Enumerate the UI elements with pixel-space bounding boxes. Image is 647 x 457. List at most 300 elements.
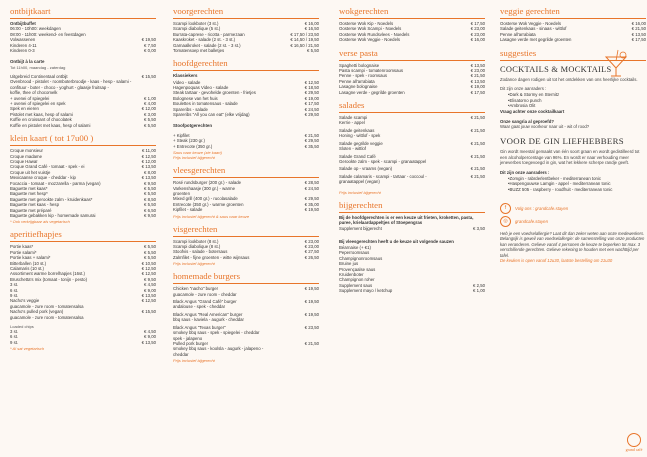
- menu-item-name: Gerookte zalm - spek - scampi - granaatappel: [339, 158, 427, 164]
- menu-item-price: € 21,50: [470, 127, 485, 133]
- menu-item-name: Salade Grand Café: [339, 153, 376, 159]
- menu-item-name: Champignon roher: [339, 277, 375, 283]
- menu-item-name: groenten: [173, 191, 190, 196]
- menu-item-name: Supplement bijgerecht: [339, 225, 382, 231]
- menu-item-name: koffie, thee of chocomelk: [10, 90, 58, 96]
- menu-item-name: Salade geitenkaas - sinaas - wittlof: [500, 26, 567, 32]
- menu-item-name: Spek en eieren: [10, 106, 39, 112]
- menu-item-price: € 29,50: [304, 111, 319, 117]
- menu-item-name: Penne - spek - roomsaus: [339, 73, 388, 79]
- cocktail-glass-icon: [603, 48, 629, 78]
- hoofd-section: [173, 58, 319, 160]
- menu-item-price: € 12,00: [141, 106, 156, 112]
- menu-item-name: Black Angus "Grand Café" burger: [173, 299, 237, 305]
- menu-item-price: € 23,00: [470, 26, 485, 32]
- menu-item-row: [173, 112, 319, 117]
- voor-section: [173, 6, 319, 53]
- menu-item-name: Kipfilet - salade: [173, 207, 203, 213]
- menu-item-name: Supplement saus: [339, 282, 373, 288]
- menu-item-name: Calamaris (10 st.): [10, 266, 44, 271]
- menu-item-name: Baguette met kaas*: [10, 185, 48, 191]
- menu-item-price: € 19,50: [304, 311, 319, 317]
- menu-item-name: Chicken "nacho" burger: [173, 286, 219, 292]
- pasta-list: [339, 63, 485, 95]
- klein-list: [10, 148, 156, 218]
- menu-item-name: Portie salami*: [10, 249, 37, 255]
- menu-item-name: + ovenei of spiegelei: [10, 95, 50, 101]
- menu-item-price: € 21,50: [470, 173, 485, 179]
- menu-item-name: Croque uit het vuistje: [10, 169, 51, 175]
- menu-item-price: € 28,50: [304, 180, 319, 186]
- menu-item-name: Salade calamaris - scampi - tartaar - coccoul -: [339, 173, 427, 179]
- menu-item-name: Champignonroomsaus: [339, 255, 383, 261]
- menu-item-name: spek - jalapeno: [173, 335, 203, 341]
- menu-item-name: 3 st.: [10, 329, 19, 335]
- instagram-icon: ◎: [500, 216, 511, 227]
- menu-item-row: [339, 90, 485, 95]
- menu-item-price: € 16,50: [304, 26, 319, 32]
- menu-item-name: Scampi lookboter (3 st.): [173, 21, 219, 26]
- menu-item-row: [173, 207, 319, 212]
- menu-item-name: Assortiment warme borrelhapjes (16st.): [10, 271, 85, 277]
- menu-item-price: € 27,50: [304, 249, 319, 255]
- menu-item-price: € 12,50: [141, 266, 156, 271]
- menu-item-price: € 21,50: [470, 115, 485, 121]
- section-title-suggesties: suggesties: [500, 48, 646, 61]
- footer-notes: [500, 231, 646, 264]
- veggie-list: [500, 21, 646, 43]
- wok-section: [339, 6, 485, 43]
- menu-item-price: € 18,50: [304, 84, 319, 90]
- menu-item-row: [10, 48, 156, 53]
- menu-item-price: € 21,50: [470, 166, 485, 172]
- menu-item-name: Kerrie - appel: [339, 120, 365, 126]
- menu-item-price: € 21,50: [470, 73, 485, 79]
- section-title-aperitief: aperitiefhapjes: [10, 229, 156, 242]
- social-facebook[interactable]: [500, 203, 646, 214]
- footer-info: Belangrijk is geweil van voedselallergie: de samenstelling van onze producten kan veranderen. Gelieve vanaf 4 personen de keuze te beperken tot max. 3 verschillende gerechten. Gelieve rekening te houden met een wachttijd per tafel.: [500, 236, 645, 258]
- menu-item-name: bbq saus - kaviela - augurk - cheddar: [173, 317, 244, 323]
- section-title-hoofd: hoofdgerechten: [173, 58, 319, 71]
- menu-item-price: € 5,50: [144, 244, 156, 250]
- sauzen-list: [339, 245, 485, 294]
- menu-item-row: [339, 226, 485, 231]
- section-title-vis: visgerechten: [173, 224, 319, 237]
- burgers-note: Prijs inclusief bijgerecht: [173, 358, 215, 364]
- menu-item-name: Kinderen 4-11: [10, 42, 37, 48]
- menu-item-name: Lasagne verde met gegrilde groenten: [500, 37, 572, 43]
- section-title-burgers: homemade burgers: [173, 271, 319, 284]
- stoofpot-list: [173, 133, 319, 149]
- menu-item-name: Kruidenboter: [339, 272, 364, 278]
- menu-item-name: Zalmfilet - fijne groenten - witte wijnsaus: [173, 254, 250, 260]
- menu-item-name: guacamole - zure room - tomatensalsa: [10, 314, 84, 320]
- menu-item-price: € 19,00: [304, 95, 319, 101]
- menu-item-name: + Entrecote (350 gr.): [173, 143, 213, 149]
- menu-item-price: € 13,50: [470, 62, 485, 68]
- menu-item-name: Pulled pork burger: [173, 340, 209, 346]
- menu-item-price: € 13,50: [141, 339, 156, 345]
- section-title-veggie: veggie gerechten: [500, 6, 646, 19]
- menu-item-price: € 12,50: [304, 79, 319, 85]
- menu-item-row: [173, 352, 319, 357]
- menu-item-price: € 13,50: [141, 293, 156, 299]
- stoofpot-title: Stoofpotgerechten: [173, 122, 213, 128]
- menu-item-name: Garnaalkroket - salade (2 st. - 3 st.): [173, 42, 241, 48]
- klassiekers-list: [173, 80, 319, 118]
- section-title-salades: salades: [339, 100, 485, 113]
- vis-section: [173, 224, 319, 267]
- menu-item-price: € 1,00: [473, 288, 485, 294]
- menu-item-name: Oosterse Wok Rundsvlees - Noedels: [339, 31, 410, 37]
- gin-item: • Haspengouwse Lamgin - appel - mediterranean tonic: [500, 181, 646, 187]
- menu-item-name: Boulettes in tomatensaus - salade: [173, 101, 238, 107]
- social-facebook-label: Volg ons : grandcafe.stayen: [515, 205, 569, 211]
- menu-item-name: guacamole - zure room - cheddar: [173, 291, 237, 297]
- pasta-section: [339, 48, 485, 95]
- menu-item-price: € 5,50: [144, 191, 156, 197]
- menu-item-price: € 9,50: [144, 212, 156, 218]
- vlees-list: [173, 180, 319, 212]
- section-title-wok: wokgerechten: [339, 6, 485, 19]
- menu-item-name: Salade op - vraams (vegan): [339, 166, 393, 172]
- menu-item-price: € 8,00: [144, 169, 156, 175]
- logo-text: grand café: [625, 447, 643, 452]
- menu-item-row: [500, 37, 646, 42]
- menu-item-price: € 9,50: [144, 180, 156, 186]
- sangria-para: Waar gaat jouw voorkeur naar uit - wit of rood?: [500, 124, 590, 130]
- menu-item-price: € 23,00: [304, 244, 319, 250]
- facebook-icon: f: [500, 203, 511, 214]
- menu-item-price: € 21,50: [470, 153, 485, 159]
- menu-item-price: € 16,00: [631, 21, 646, 26]
- menu-item-name: guacamole - zure room - tomatensalsa: [10, 303, 84, 309]
- menu-item-price: € 23,00: [470, 31, 485, 37]
- alacarte-hours: Tot 11h00, maandag - zaterdag: [10, 65, 66, 71]
- menu-item-name: 9 st.: [10, 293, 19, 299]
- menu-item-name: Nacho's veggie: [10, 298, 40, 304]
- bij-list: [339, 226, 485, 231]
- menu-item-row: [339, 37, 485, 42]
- menu-item-price: € 6,50: [144, 207, 156, 213]
- menu-item-price: € 3,00: [144, 111, 156, 117]
- menu-column-1: [10, 6, 156, 356]
- menu-item-name: Croque madame: [10, 153, 43, 159]
- menu-item-name: + Steak (230 gr.): [173, 138, 205, 144]
- menu-item-name: 6 st.: [10, 287, 19, 293]
- menu-item-name: Bitterballen (10 st.): [10, 260, 47, 266]
- menu-item-price: € 15,50: [141, 74, 156, 80]
- sauzen-para: Bij vleesgerechten heeft u de keuze uit volgende sauzen: [339, 239, 454, 245]
- menu-item-name: 6 st.: [10, 334, 19, 340]
- menu-item-name: Kaaskroket - salade (2 st. - 3 st.): [173, 37, 236, 43]
- menu-item-price: € 9,00: [144, 287, 156, 293]
- menu-item-price: € 26,50: [304, 254, 319, 260]
- bij-section: [339, 200, 485, 294]
- menu-item-name: Mexicaanse croque - cheddar - kip: [10, 175, 76, 181]
- menu-item-name: Kinderen 0-3: [10, 48, 35, 54]
- klein-note: * Ook verkrijgbaar als vegetarisch: [10, 219, 70, 225]
- menu-item-name: Spaghetti bolognaise: [339, 62, 380, 68]
- menu-item-name: Croque monsieur: [10, 148, 43, 154]
- menu-item-name: 08:00 - 11h00: weekend- en feestdagen: [10, 31, 86, 37]
- menu-item-price: € 9,00: [144, 334, 156, 340]
- salades-note: Prijs inclusief bijgerecht: [339, 189, 381, 195]
- menu-item-name: + ovenei of spiegelei en spek: [10, 101, 66, 107]
- grand-cafe-logo: [625, 433, 643, 452]
- menu-item-price: € 21,50: [470, 140, 485, 146]
- gin-item: • BUZZ 505 - raspberry - roodfruit - mediterranean tonic: [500, 187, 646, 193]
- aperitief-note: * Al sat vegetarisch: [10, 346, 45, 352]
- menu-item-price: € 21,50: [631, 26, 646, 32]
- menu-item-price: € 4,00: [144, 101, 156, 107]
- menu-item-name: Koffie en pistolet met kaas, hesp of salami: [10, 122, 91, 128]
- menu-item-name: Rosé rundsburger (200 gr.) - salade: [173, 180, 242, 186]
- menu-item-name: Video - salade: [173, 79, 201, 85]
- menu-item-price: € 29,50: [304, 138, 319, 144]
- sangria-title: Onze sangria al geproefd?: [500, 118, 554, 124]
- menu-item-name: Penne all'arrabiata: [339, 78, 375, 84]
- menu-item-name: Tomatensoep met balletjes: [173, 48, 225, 54]
- section-title-ontbijt: ontbijtkaart: [10, 6, 156, 19]
- menu-item-price: € 17,50: [304, 101, 319, 107]
- menu-item-name: Salade gegrilde veggie: [339, 140, 383, 146]
- menu-item-name: Focaccia - tomaat - mozzarella - parma (vegan): [10, 180, 101, 186]
- loaded-list: [10, 329, 156, 345]
- cocktail-item: • Elisatorno punch: [500, 98, 646, 104]
- menu-item-row: [339, 288, 485, 293]
- vis-note: Prijs inclusief bijgerecht: [173, 261, 215, 267]
- menu-item-name: Volwassenen: [10, 37, 36, 43]
- menu-item-name: Portie kaas + salami*: [10, 255, 51, 261]
- menu-item-price: € 17,50: [470, 21, 485, 26]
- menu-item-price: € 23,00: [304, 238, 319, 244]
- social-instagram[interactable]: [500, 216, 646, 227]
- gin-sub: Dit zijn onze aanraders :: [500, 170, 550, 176]
- menu-item-name: Bruine jus: [339, 261, 359, 267]
- menu-item-price: € 17,50: [470, 89, 485, 95]
- menu-item-price: € 19,50: [304, 207, 319, 213]
- logo-mark: [627, 433, 641, 447]
- section-title-voor: voorgerechten: [173, 6, 319, 19]
- menu-item-name: Salade scampi: [339, 115, 368, 121]
- menu-item-row: [173, 48, 319, 53]
- menu-item-name: Lasagne bolognaise: [339, 84, 378, 90]
- menu-item-name: + Kipfilet: [173, 132, 190, 138]
- vlees-section: [173, 165, 319, 218]
- menu-item-name: Oosterse Wok Kip - Noedels: [339, 21, 394, 26]
- menu-item-price: € 21,50: [304, 132, 319, 138]
- menu-item-name: Varkenshaasje (300 gr.) - warme: [173, 185, 236, 191]
- menu-item-row: [10, 340, 156, 345]
- cocktail-title: COCKTAILS & MOCKTAILS: [500, 64, 612, 74]
- menu-item-name: Peperroomsaus: [339, 250, 370, 256]
- voor-list: [173, 21, 319, 53]
- menu-item-name: Bolognese van het huis: [173, 95, 218, 101]
- menu-item-price: € 16,00: [304, 21, 319, 26]
- gin-item: • Zomgin - rabrderlentbeker - mediterranean tonic: [500, 176, 646, 182]
- menu-item-price: € 1,00: [144, 95, 156, 101]
- menu-item-name: Portie kaas*: [10, 244, 34, 250]
- ontbijt-section: [10, 6, 156, 128]
- menu-item-name: Uitgebreid Continentaal ontbijt: [10, 74, 68, 80]
- menu-item-price: € 9,50: [144, 276, 156, 282]
- menu-item-name: Mixed grill (400 gr.) - rucolasalade: [173, 196, 238, 202]
- menu-item-name: Supplement mayo / ketchup: [339, 288, 393, 294]
- menu-item-price: € 19,50: [304, 299, 319, 305]
- menu-item-price: € 2,50: [473, 282, 485, 288]
- menu-item-price: € 29,50: [304, 90, 319, 96]
- menu-item-price: € 17,50 / 23,50: [290, 31, 319, 37]
- menu-item-name: Entrecote (350 gr.) - warme groenten: [173, 201, 244, 207]
- menu-item-name: confituur - boter - choco - yoghurt - glaasje fruitsap -: [10, 84, 109, 90]
- menu-item-name: Baguette met gerookte zalm - kruidenkaas*: [10, 196, 93, 202]
- menu-item-name: Bruschetta's mix (tomaat - tonijn - pesto): [10, 276, 87, 282]
- menu-item-row: [10, 123, 156, 128]
- menu-item-price: € 5,50: [144, 117, 156, 123]
- menu-item-price: € 29,50: [304, 196, 319, 202]
- menu-item-price: € 13,50: [470, 78, 485, 84]
- menu-item-name: Stoofvis - salade - botersaus: [173, 249, 228, 255]
- menu-item-name: Oosterse Wok Veggie - Noedels: [339, 37, 401, 43]
- menu-item-name: Hagenpoquas Video - salade: [173, 84, 229, 90]
- wok-list: [339, 21, 485, 43]
- menu-item-price: € 14,50 / 19,50: [290, 37, 319, 43]
- gin-title: VOOR DE GIN LIEFHEBBERS: [500, 135, 624, 146]
- menu-item-price: € 16,00: [470, 37, 485, 43]
- section-title-vlees: vleesgerechten: [173, 165, 319, 178]
- menu-item-name: Lasagne verde - gegrilde groenten: [339, 89, 405, 95]
- cocktail-sub: Dit zijn onze aanraders :: [500, 86, 547, 92]
- aperitief-list: [10, 244, 156, 320]
- menu-item-price: € 13,50: [141, 164, 156, 170]
- vis-list: [173, 239, 319, 261]
- menu-item-price: € 5,50: [144, 122, 156, 128]
- menu-item-name: Steak tartaar - gevohelde groenten - frietjes: [173, 90, 256, 96]
- salades-section: [339, 100, 485, 194]
- menu-item-price: € 5,50: [144, 249, 156, 255]
- burgers-list: [173, 286, 319, 357]
- menu-item-price: € 7,50: [144, 42, 156, 48]
- salades-list: [339, 115, 485, 184]
- menu-item-price: € 11,00: [141, 148, 156, 154]
- menu-item-name: andalouse - spek - cheddar: [173, 304, 226, 310]
- menu-item-price: € 16,50 / 21,50: [290, 42, 319, 48]
- menu-item-name: Penne all'arrabiata: [500, 31, 536, 37]
- menu-item-name: Béarnaise (+ €1): [339, 245, 371, 251]
- stoofpot-note-1: Saus naar keuze (zie kaart): [173, 150, 222, 156]
- menu-item-name: Black Angus "Texas burger": [173, 324, 226, 330]
- menu-item-name: smokey bbq saus - spek - spiegelei - cheddar: [173, 330, 260, 336]
- menu-item-name: Ovenbrood - pistolet - roomboterbroodje - kaas - hesp - salami -: [10, 79, 132, 85]
- section-title-pasta: verse pasta: [339, 48, 485, 61]
- alacarte-list: [10, 74, 156, 128]
- menu-item-name: Croque Grand Café - tomaat - spek - ei: [10, 164, 85, 170]
- menu-item-name: Honing - wittlof - spek: [339, 133, 381, 139]
- menu-item-name: Koffie en croissant of chocolatek: [10, 117, 72, 123]
- menu-item-price: € 17,50: [631, 37, 646, 43]
- menu-item-price: € 12,50: [141, 271, 156, 277]
- cocktail-item: • Dark & Stormy en Sternitz: [500, 92, 646, 98]
- menu-item-name: Baguette met kaas - hesp: [10, 202, 59, 208]
- menu-item-name: Oosterse Wok Scampi - Noedels: [339, 26, 402, 32]
- menu-item-row: [10, 315, 156, 320]
- menu-item-price: € 35,00: [304, 201, 319, 207]
- menu-item-name: 9 st.: [10, 339, 19, 345]
- menu-item-name: Nacho's pulled pork (vegan): [10, 309, 64, 315]
- menu-item-price: € 19,00: [470, 84, 485, 90]
- menu-item-price: € 21,50: [304, 340, 319, 346]
- suggesties-section: [500, 48, 646, 264]
- menu-item-row: [173, 255, 319, 260]
- menu-item-price: € 10,50: [141, 260, 156, 266]
- burgers-section: [173, 271, 319, 363]
- aperitief-section: [10, 229, 156, 351]
- menu-item-price: € 23,50: [304, 324, 319, 330]
- menu-item-name: Croque Hawaï: [10, 158, 38, 164]
- menu-item-price: € 12,50: [141, 298, 156, 304]
- social-instagram-label: grandcafe.stayen: [515, 218, 548, 224]
- menu-item-price: € 23,00: [470, 68, 485, 74]
- menu-item-name: Scampi lookboter (8 st.): [173, 238, 219, 244]
- menu-item-row: [173, 144, 319, 149]
- klassiekers-title: Klassiekers: [173, 73, 198, 79]
- loaded-title: Loaded chips: [10, 324, 34, 330]
- menu-item-name: Oosterse Wok Veggie - Noedels: [500, 21, 562, 26]
- stoofpot-note-2: Prijs inclusief bijgerecht: [173, 155, 215, 161]
- menu-item-price: € 13,50: [141, 175, 156, 181]
- menu-item-name: Scampi diabolique (8 st.): [173, 244, 221, 250]
- menu-item-price: € 5,50: [144, 185, 156, 191]
- cocktail-para: Zodance dagen rodigen uit tot het ontdekken van ons heerlijke cocktails.: [500, 76, 638, 82]
- menu-item-price: € 19,50: [141, 37, 156, 43]
- section-title-klein: klein kaart ( tot 17u00 ): [10, 133, 156, 146]
- menu-item-name: Black Angus "Real American" burger: [173, 311, 243, 317]
- menu-item-price: € 12,00: [141, 158, 156, 164]
- cocktail-more: Vraag achter onze cocktailkaart: [500, 108, 565, 114]
- menu-item-name: 06:00 - 10h00: weekdagen: [10, 26, 61, 32]
- menu-item-name: Spareribs - salade: [173, 106, 208, 112]
- footer-hours: De keuken is open vanaf 12u30, laatste bestelling om 21u30: [500, 258, 613, 264]
- menu-item-name: 3 st.: [10, 282, 19, 288]
- bij-para: Bij de hoofdgerechten is er een keuze uit frieten, kroketten, pasta, puree, krielaardappeltjes of Stoepengras: [339, 214, 474, 226]
- menu-item-price: € 35,50: [304, 143, 319, 149]
- menu-item-name: Baguette met hesp*: [10, 191, 48, 197]
- menu-item-name: Salade geitenkaas: [339, 127, 375, 133]
- menu-item-price: € 3,50: [473, 225, 485, 231]
- menu-item-name: Spareribs "All you can eat" (elke vrijdag): [173, 111, 250, 117]
- section-title-bij: bijgerechten: [339, 200, 485, 213]
- menu-column-4: [500, 6, 646, 269]
- menu-item-name: Scampi diabolique (5 st.): [173, 26, 221, 32]
- menu-item-price: € 8,50: [144, 196, 156, 202]
- menu-item-price: € 5,50: [144, 255, 156, 261]
- klein-section: [10, 133, 156, 224]
- menu-item-price: € 4,50: [144, 282, 156, 288]
- veggie-section: [500, 6, 646, 43]
- gin-para: Gin wordt meestal gemaakt van één soort graan en wordt gedistilleerd tot een alcoholpercentage van 96%. En wordt er naar verhouding meer jeneverbes toegevoegd in gin, wat het lekkere scherpe randje geeft.: [500, 148, 640, 166]
- menu-item-price: € 5,50: [144, 202, 156, 208]
- ontbijt-list: [10, 21, 156, 53]
- menu-item-price: € 15,50: [141, 309, 156, 315]
- menu-item-name: Pistolet met kaas, hesp of salami: [10, 111, 73, 117]
- menu-item-row: [10, 213, 156, 218]
- menu-item-name: granaatappel (vegan): [339, 179, 380, 185]
- menu-item-name: Provençaalse saus: [339, 266, 376, 272]
- menu-item-name: Baguette gebakken kip - homemade samurai: [10, 212, 96, 218]
- footer-allergy: Heb je een voedselallergie? Laat dit dan zeker weten aan onze medewerkers.: [500, 230, 645, 236]
- menu-item-name: Baguette met préparé: [10, 207, 52, 213]
